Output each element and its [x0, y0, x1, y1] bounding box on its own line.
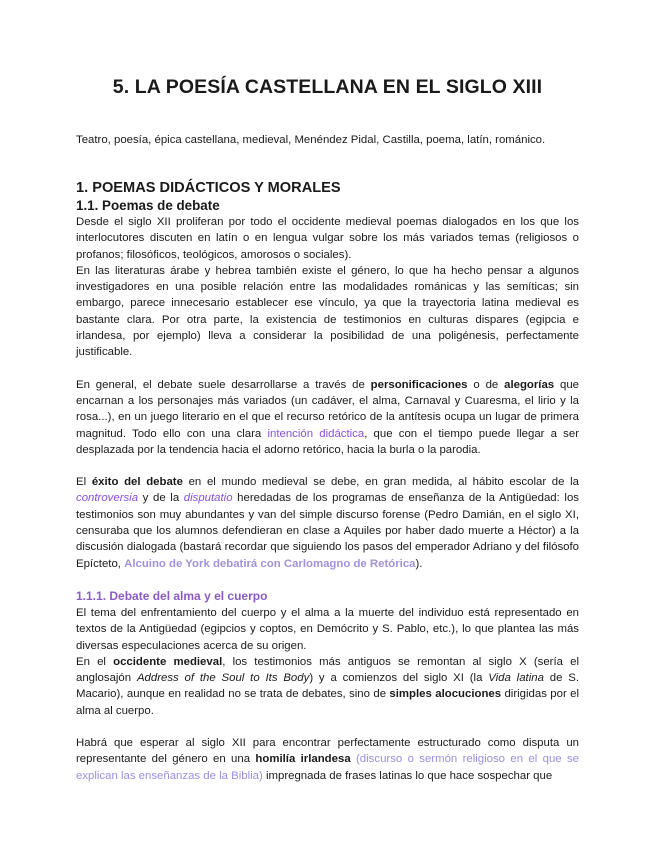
keywords: Teatro, poesía, épica castellana, medieval, Menéndez Pidal, Castilla, poema, latín, románico. [76, 134, 546, 146]
section-heading: 1. POEMAS DIDÁCTICOS Y MORALES [76, 180, 341, 196]
italic-title: Address of the Soul to Its Body [136, 672, 310, 685]
paragraph: El éxito del debate en el mundo medieval se debe, en gran medida, al hábito escolar de la controversia y de la disputatio heredadas de los programas de enseñanza de la Antigüedad: los testimonios son muy abundantes y van del simple discurso forense (Pedro Damián, en el siglo XI, censuraba que los alumnos defendieran en clase a Aquiles por haber dado muerte a Héctor) a la discusión dialogada (bastará recordar que siguiendo los pasos del emperador Adriano y del filósofo Epícteto, Alcuino de York debatirá con Carlomagno de Retórica). [76, 476, 579, 570]
highlight-phrase: Alcuino de York debatirá con Carlomagno de Retórica [124, 557, 416, 570]
italic-title: Vida latina [488, 672, 544, 685]
subsubsection-heading: 1.1.1. Debate del alma y el cuerpo [76, 588, 268, 603]
subsection-heading: 1.1. Poemas de debate [76, 198, 220, 213]
highlight-term: intención didáctica [267, 427, 365, 440]
bold-term: homilía irlandesa [255, 753, 351, 766]
paragraph: En las literaturas árabe y hebrea también existe el género, lo que ha hecho pensar a algunos investigadores en una posible relación entre las modalidades románicas y las semíticas; sin embargo, parece innecesario establecer ese vínculo, ya que la trayectoria latina medieval es bastante clara. Por otra parte, la existencia de testimonios en culturas dispares (egipcia e irlandesa, por ejemplo) lleva a considerar la posibilidad de una poligénesis, perfectamente justificable. [76, 264, 579, 359]
content-flow [76, 179, 579, 784]
italic-term: controversia [76, 492, 139, 505]
bold-term: éxito del debate [91, 476, 183, 489]
gloss-note: (discurso o sermón religioso en el que se explican las enseñanzas de la Biblia) [76, 753, 579, 782]
document-title: 5. LA POESÍA CASTELLANA EN EL SIGLO XIII [112, 76, 543, 98]
bold-term: occidente medieval [113, 655, 223, 668]
paragraph: El tema del enfrentamiento del cuerpo y el alma a la muerte del individuo está representado en textos de la Antigüedad (egipcios y coptos, en Demócrito y S. Pablo, etc.), lo que plantea las más diversas especulaciones acerca de su origen. [76, 606, 579, 652]
paragraph: En el occidente medieval, los testimonios más antiguos se remontan al siglo X (sería el anglosajón Address of the Soul to Its Body) y a comienzos del siglo XI (la Vida latina de S. Macario), aunque en realidad no se trata de debates, sino de simples alocuciones dirigidas por el alma al cuerpo. [76, 655, 580, 717]
paragraph: Habrá que esperar al siglo XII para encontrar perfectamente estructurado como disputa un representante del género en una homilía irlandesa (discurso o sermón religioso en el que se explican las enseñanzas de la Biblia) impregnada de frases latinas lo que hace sospechar que [76, 737, 579, 782]
bold-term: simples alocuciones [389, 688, 502, 701]
paragraph: Desde el siglo XII proliferan por todo el occidente medieval poemas dialogados en los que los interlocutores discuten en latín o en lengua vulgar sobre los más variados temas (religiosos o profanos; filosóficos, teológicos, amorosos o sociales). [76, 216, 579, 261]
italic-term: disputatio [183, 492, 233, 505]
bold-term: personificaciones [370, 378, 468, 391]
paragraph: En general, el debate suele desarrollarse a través de personificaciones o de alegorías que encarnan a los personajes más variados (un cadáver, el alma, Carnaval y Cuaresma, el lirio y la rosa...), en un juego literario en el que el recurso retórico de la antítesis ocupa un lugar de primera magnitud. Todo ello con una clara intención didáctica, que con el tiempo puede llegar a ser desplazada por la tendencia hacia el adorno retórico, hacia la burla o la parodia. [76, 378, 580, 456]
bold-term: alegorías [504, 378, 555, 391]
